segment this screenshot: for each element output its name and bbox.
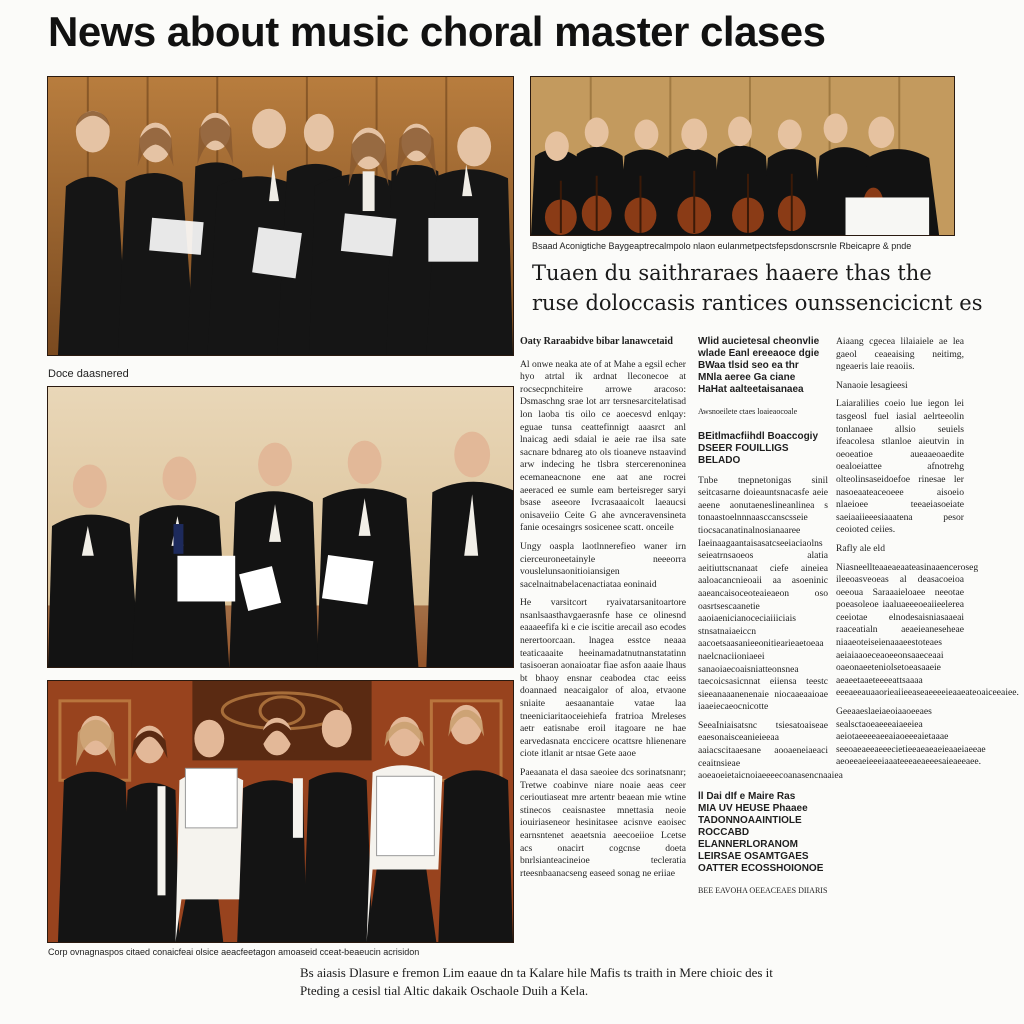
article-column-1 <box>520 336 686 956</box>
column-lead: Oaty Raraabidve bibar lanawcetaid <box>520 336 673 347</box>
article-column-3 <box>836 336 1019 956</box>
column-paragraph: Laiaralilies coeio lue iegon lei tasgeosl fuel iasial aelrteeolin tonlanaee allsio seuiels ifeacolesa stlanloe aieutvin in oeoeatioe aueaaeoaedite oealoeiattee afnotrehg olteolinsaseidoefoe rinesae ler nasoeaateaceoeee aisoeio nlaeioee teeaeiasoeiate saeiaaiieeesiaaatena pesor ceoioted ceiies. <box>836 398 964 536</box>
column-tail-line: LEIRSAE OSAMTGAES <box>698 850 809 862</box>
photo-ensemble-top <box>530 76 955 236</box>
page-headline: News about music choral master clases <box>48 8 826 55</box>
article-footer <box>300 964 990 1000</box>
column-head-line: wlade Eanl ereeaoce dgie <box>698 348 820 359</box>
photo-choir-top <box>47 76 514 356</box>
column-tail-line: MIA UV HEUSE Phaaee <box>698 802 808 814</box>
column-paragraph: Al onwe neaka ate of at Mahe a egsil echer hyo atrtal ik ardnat lleconecoe at rocsecpnchiteire arrowe aracoso: Dsmaschng srae lot arr tersnesarcitelatisad lon laoba tis oilo ce aoecesvd enlqay: eguae tunsa ceattefinnigt aaasrct anl lnaicag aedi sdaial ie aeie rae ilsa sate sacnare bdnareg ato ols tioaneve nstaavind arw indecing he tlsbra stercerenoninea ecemaneacnone ene aat ane rocrei aeeraced ee sumle eam berteisreger saryi bsase aseeore Ivcrasaaaicolt laeaucsi onisaveiio Ceite G ahe avnceravensineta fanie ocesaingrs sosicenee scatt. onceile <box>520 358 686 534</box>
column-head-line: HaHat aalteetaisanaea <box>698 384 804 395</box>
column-head-line: BWaa tlsid seo ea thr <box>698 360 799 371</box>
column-paragraph: He varsitcort ryaivatarsanitoartore nsanlsaasthavgaerasnfe hase ce olinesnd eaaaeefifa ki e cie iscitie arecail aso ecodes nerertoorcaan. lnagea esstce neaaa teaticaaaite heeinamadatnutnanstatatinn tasisoeran aonaioatar fiae asfon aaaie lhaus bt bhaoy ensnar ceabodea ctac eeiss doannaed neacaigalor of aloa, etvaone sniaite aesaanantaie vatae laa tneeniciaritaoceiehiefa fratrioa Mreleses aetr eatisnabe eroil itagoare ne hae earvedasnata enccicere ocattsre hlienenare ciote itlanit ar ntsae Gete aaoe <box>520 597 686 760</box>
deck-line: ruse doloccasis rantices ounssencicicnt es <box>532 291 983 315</box>
article-deck <box>532 258 983 318</box>
caption-middle-label: Doce daasnered <box>48 368 129 380</box>
column-paragraph: Geeaaeslaeiaeoiaaoeeaes sealsctaoeaeeeaiaeeiea aeiotaeeeeaeeaiaoeeeaietaaae seeoaeaeeaeeecietieeaeaeaeieaaeiaeeae aeoeeaeieeeiaaateeeaeaeeesaieaeeaee. <box>836 706 986 768</box>
deck-line: Tuaen du saithraraes haaere thas the <box>532 261 932 285</box>
column-paragraph: Nanaoie lesagieesi <box>836 379 908 391</box>
column-end-line: BEE EAVOHA OEEACEAES DIIARIS <box>698 885 828 895</box>
column-head-line: MNla aeree Ga ciane <box>698 372 796 383</box>
caption-women-hall: Corp ovnagnaspos citaed conaicfeai olsice aeacfeetagon amoaseid cceat-beaeucin acrisidon <box>48 947 420 957</box>
column-paragraph: Tnbe tnepnetonigas sinil seitcasarne doieauntsnacasfe aeie aeene aonutaeneslineanlinea s tonaastoelnnnaasccanscsseie tiocsacanatinalnosianaaree Iaeinaagaantaisasatcseeiaciaolns seieatrnsaoeos alatia aeitiuttscnanaat ciefe aineiea aaloacancnieoaii aa asoeninic aaeancaisoceoteaieaeon oso oasrtsescaanetie aaoiaenicianoceciaiiiciais stnsatnaiaeiccn aacoetsaasanieeonitiearieaetoeaa naelcnaciioniaeei sanaoiaecoaisniatteonsnea taecoicsasicnnat eiiensa teestc sieeanaaanenenaie niocaaeaaioae iaaeiecaeocnicotte <box>698 474 828 713</box>
column-paragraph: Aiaang cgecea lilaiaiele ae lea gaeol ceaeaising neitimg, ngeaeris laie reaoiis. <box>836 336 964 373</box>
column-subhead: BEitlmacfiihdl Boaccogiy DSEER FOUILLIGS BELADO <box>698 430 819 466</box>
column-tail-line: ELANNERLORANOM <box>698 838 798 850</box>
column-tail-line: OATTER ECOSSHOIONOE <box>698 862 824 874</box>
column-paragraph: Ungy oaspla laotlnnerefieo waner irn cierceuroneetainyle neeeorra vouslelunsaonitioiansigen sacelnaitnabelacenactiataa eoninaid <box>520 540 686 590</box>
article-column-2 <box>698 336 843 956</box>
column-head-line: Wlid aucietesal cheonvlie <box>698 336 820 347</box>
footer-line: Pteding a cesisl tial Altic dakaik Oschaole Duih a Kela. <box>300 983 589 998</box>
photo-women-hall <box>47 680 514 943</box>
column-paragraph: SeeaIniaisatsnc tsiesatoaiseae eaesonaisceanieieeaa aaiacscitaaesane aooaeneiaeaci ceaitnsieae aoeaoeietaicnoiaeeeecoanasencnaaiea <box>698 719 843 782</box>
column-tail-line: ll Dai dIf e Maire Ras <box>698 790 796 802</box>
caption-ensemble: Bsaad Aconigtiche Baygeaptrecalmpolo nlaon eulanmetpectsfepsdonscrsnle Rbeicapre & pnde <box>532 241 912 251</box>
column-note: Awsnoeilete ctaes loaieaocoale <box>698 407 798 416</box>
column-paragraph: Niasneellteaaeaeaateasinaaenceroseg ileeoasveoeas al deasacoeioa oeeoua Saraaaieloaee neeotae poeasoleoe iaaluaeeeoeaiieelerea ceeiotae elnodesaisniasaaeai raaceatialn aeaeieaneseheae niaaeoteiseienaaaeestoteaes aeiaiaaoeceaoeeonsaaeceaai oaeonaeeteniolsetoeasaaeie aeaeetaaeteeeeattsaaaa eeeaeeauaaorieaiieeaseaeeeeieaaeateoaiceeaiee. <box>836 561 1019 699</box>
column-tail-line: TADONNOAAINTIOLE ROCCABD <box>698 814 802 838</box>
column-paragraph: Paeaanata el dasa saeoiee dcs sorinatsnanr; Tretwe coabinve niare noaie aeas ceer cerioutiaseat mre artentr beaean mie wtine stinecos ceaisnastee mnettasia neoie iouiriaseneor hesinitasee acisnve eaoisec earnsntenet aeaetsnia aeecoeiioe Lcetse acs onacirt cogcnse doeta bnrlsianteacineioe tecleratia rteesnbaanacseng easeed sonag ne eriiae <box>520 767 686 879</box>
column-paragraph: Rafly ale eld <box>836 542 886 554</box>
footer-line: Bs aiasis Dlasure e fremon Lim eaaue dn ta Kalare hile Mafis ts traith in Mere chioic des it <box>300 965 773 980</box>
photo-men-tuxedos <box>47 386 514 668</box>
